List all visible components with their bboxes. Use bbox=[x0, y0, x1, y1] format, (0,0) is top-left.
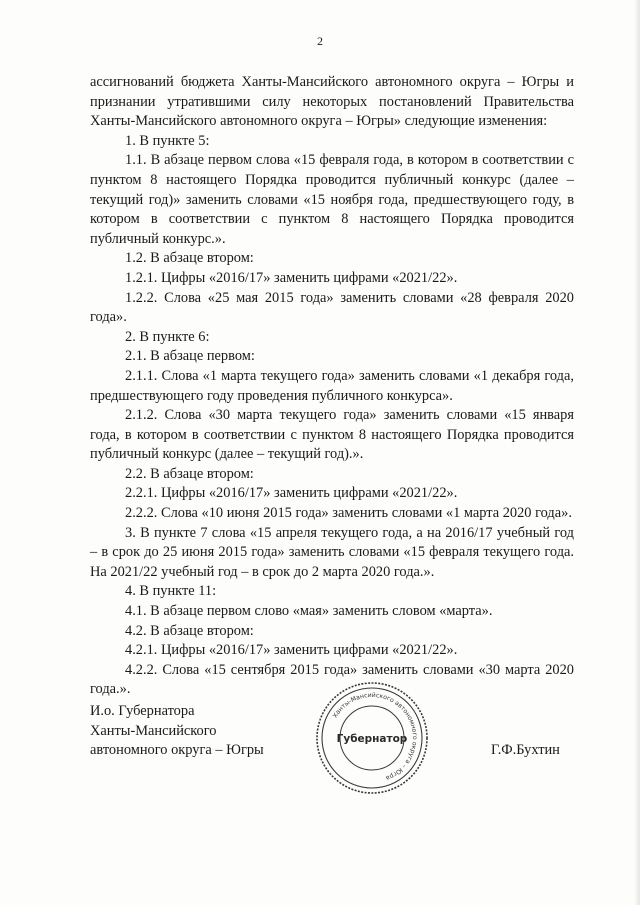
document-body bbox=[90, 73, 574, 700]
paragraph: ассигнований бюджета Ханты-Мансийского автономного округа – Югры и признании утратившими силу некоторых постановлений Правительства Ханты-Мансийского автономного округа – Югры» следующие изменения: bbox=[90, 74, 574, 130]
paragraph: 2.1.2. Слова «30 марта текущего года» заменить словами «15 января года, в котором в соответствии с пунктом 8 настоящего Порядка проводится публичный конкурс (далее – текущий год).». bbox=[90, 407, 574, 463]
paragraph: 2.2.2. Слова «10 июня 2015 года» заменить словами «1 марта 2020 года». bbox=[125, 505, 572, 522]
paragraph: 1. В пункте 5: bbox=[125, 132, 210, 149]
signatory-title-line: Ханты-Мансийского bbox=[90, 722, 217, 739]
paragraph: 1.2.2. Слова «25 мая 2015 года» заменить словами «28 февраля 2020 года». bbox=[90, 289, 574, 326]
signatory-name: Г.Ф.Бухтин bbox=[491, 742, 560, 758]
scan-edge-shadow bbox=[634, 0, 640, 905]
signatory-title bbox=[90, 702, 264, 761]
seal-ring-text: Ханты-Мансийского автономного округа – Югра bbox=[331, 691, 419, 782]
signatory-title-line: автономного округа – Югры bbox=[90, 742, 264, 759]
paragraph: 2.2. В абзаце втором: bbox=[125, 465, 254, 482]
paragraph: 2.2.1. Цифры «2016/17» заменить цифрами «2021/22». bbox=[125, 485, 458, 502]
paragraph: 3. В пункте 7 слова «15 апреля текущего года, а на 2016/17 учебный год – в срок до 25 июня 2015 года» заменить словами «15 февраля текущего года. На 2021/22 учебный год – в срок до 2 марта 2020 года.». bbox=[90, 524, 574, 580]
paragraph: 4.2. В абзаце втором: bbox=[125, 622, 254, 639]
paragraph: 2. В пункте 6: bbox=[125, 328, 210, 345]
paragraph: 4.1. В абзаце первом слово «мая» заменить словом «марта». bbox=[125, 603, 493, 620]
official-seal bbox=[314, 680, 430, 796]
paragraph: 1.1. В абзаце первом слова «15 февраля года, в котором в соответствии с пунктом 8 настоящего Порядка проводится публичный конкурс (далее – текущий год)» заменить словами «15 ноября года, предшествующего году, в котором в соответствии с пунктом 8 настоящего Порядка проводится публичный конкурс.». bbox=[90, 152, 574, 247]
paragraph: 2.1. В абзаце первом: bbox=[125, 348, 255, 365]
paragraph: 4.2.1. Цифры «2016/17» заменить цифрами «2021/22». bbox=[125, 642, 458, 659]
paragraph: 4. В пункте 11: bbox=[125, 583, 217, 600]
paragraph: 2.1.1. Слова «1 марта текущего года» заменить словами «1 декабря года, предшествующего году проведения публичного конкурса». bbox=[90, 367, 574, 404]
paragraph: 1.2.1. Цифры «2016/17» заменить цифрами «2021/22». bbox=[125, 269, 458, 286]
seal-center-text: Губернатор bbox=[336, 733, 408, 745]
paragraph: 1.2. В абзаце втором: bbox=[125, 250, 254, 267]
paragraph: 4.2.2. Слова «15 сентября 2015 года» заменить словами «30 марта 2020 года.». bbox=[90, 661, 574, 698]
page-number: 2 bbox=[317, 34, 323, 48]
signatory-title-line: И.о. Губернатора bbox=[90, 703, 195, 719]
